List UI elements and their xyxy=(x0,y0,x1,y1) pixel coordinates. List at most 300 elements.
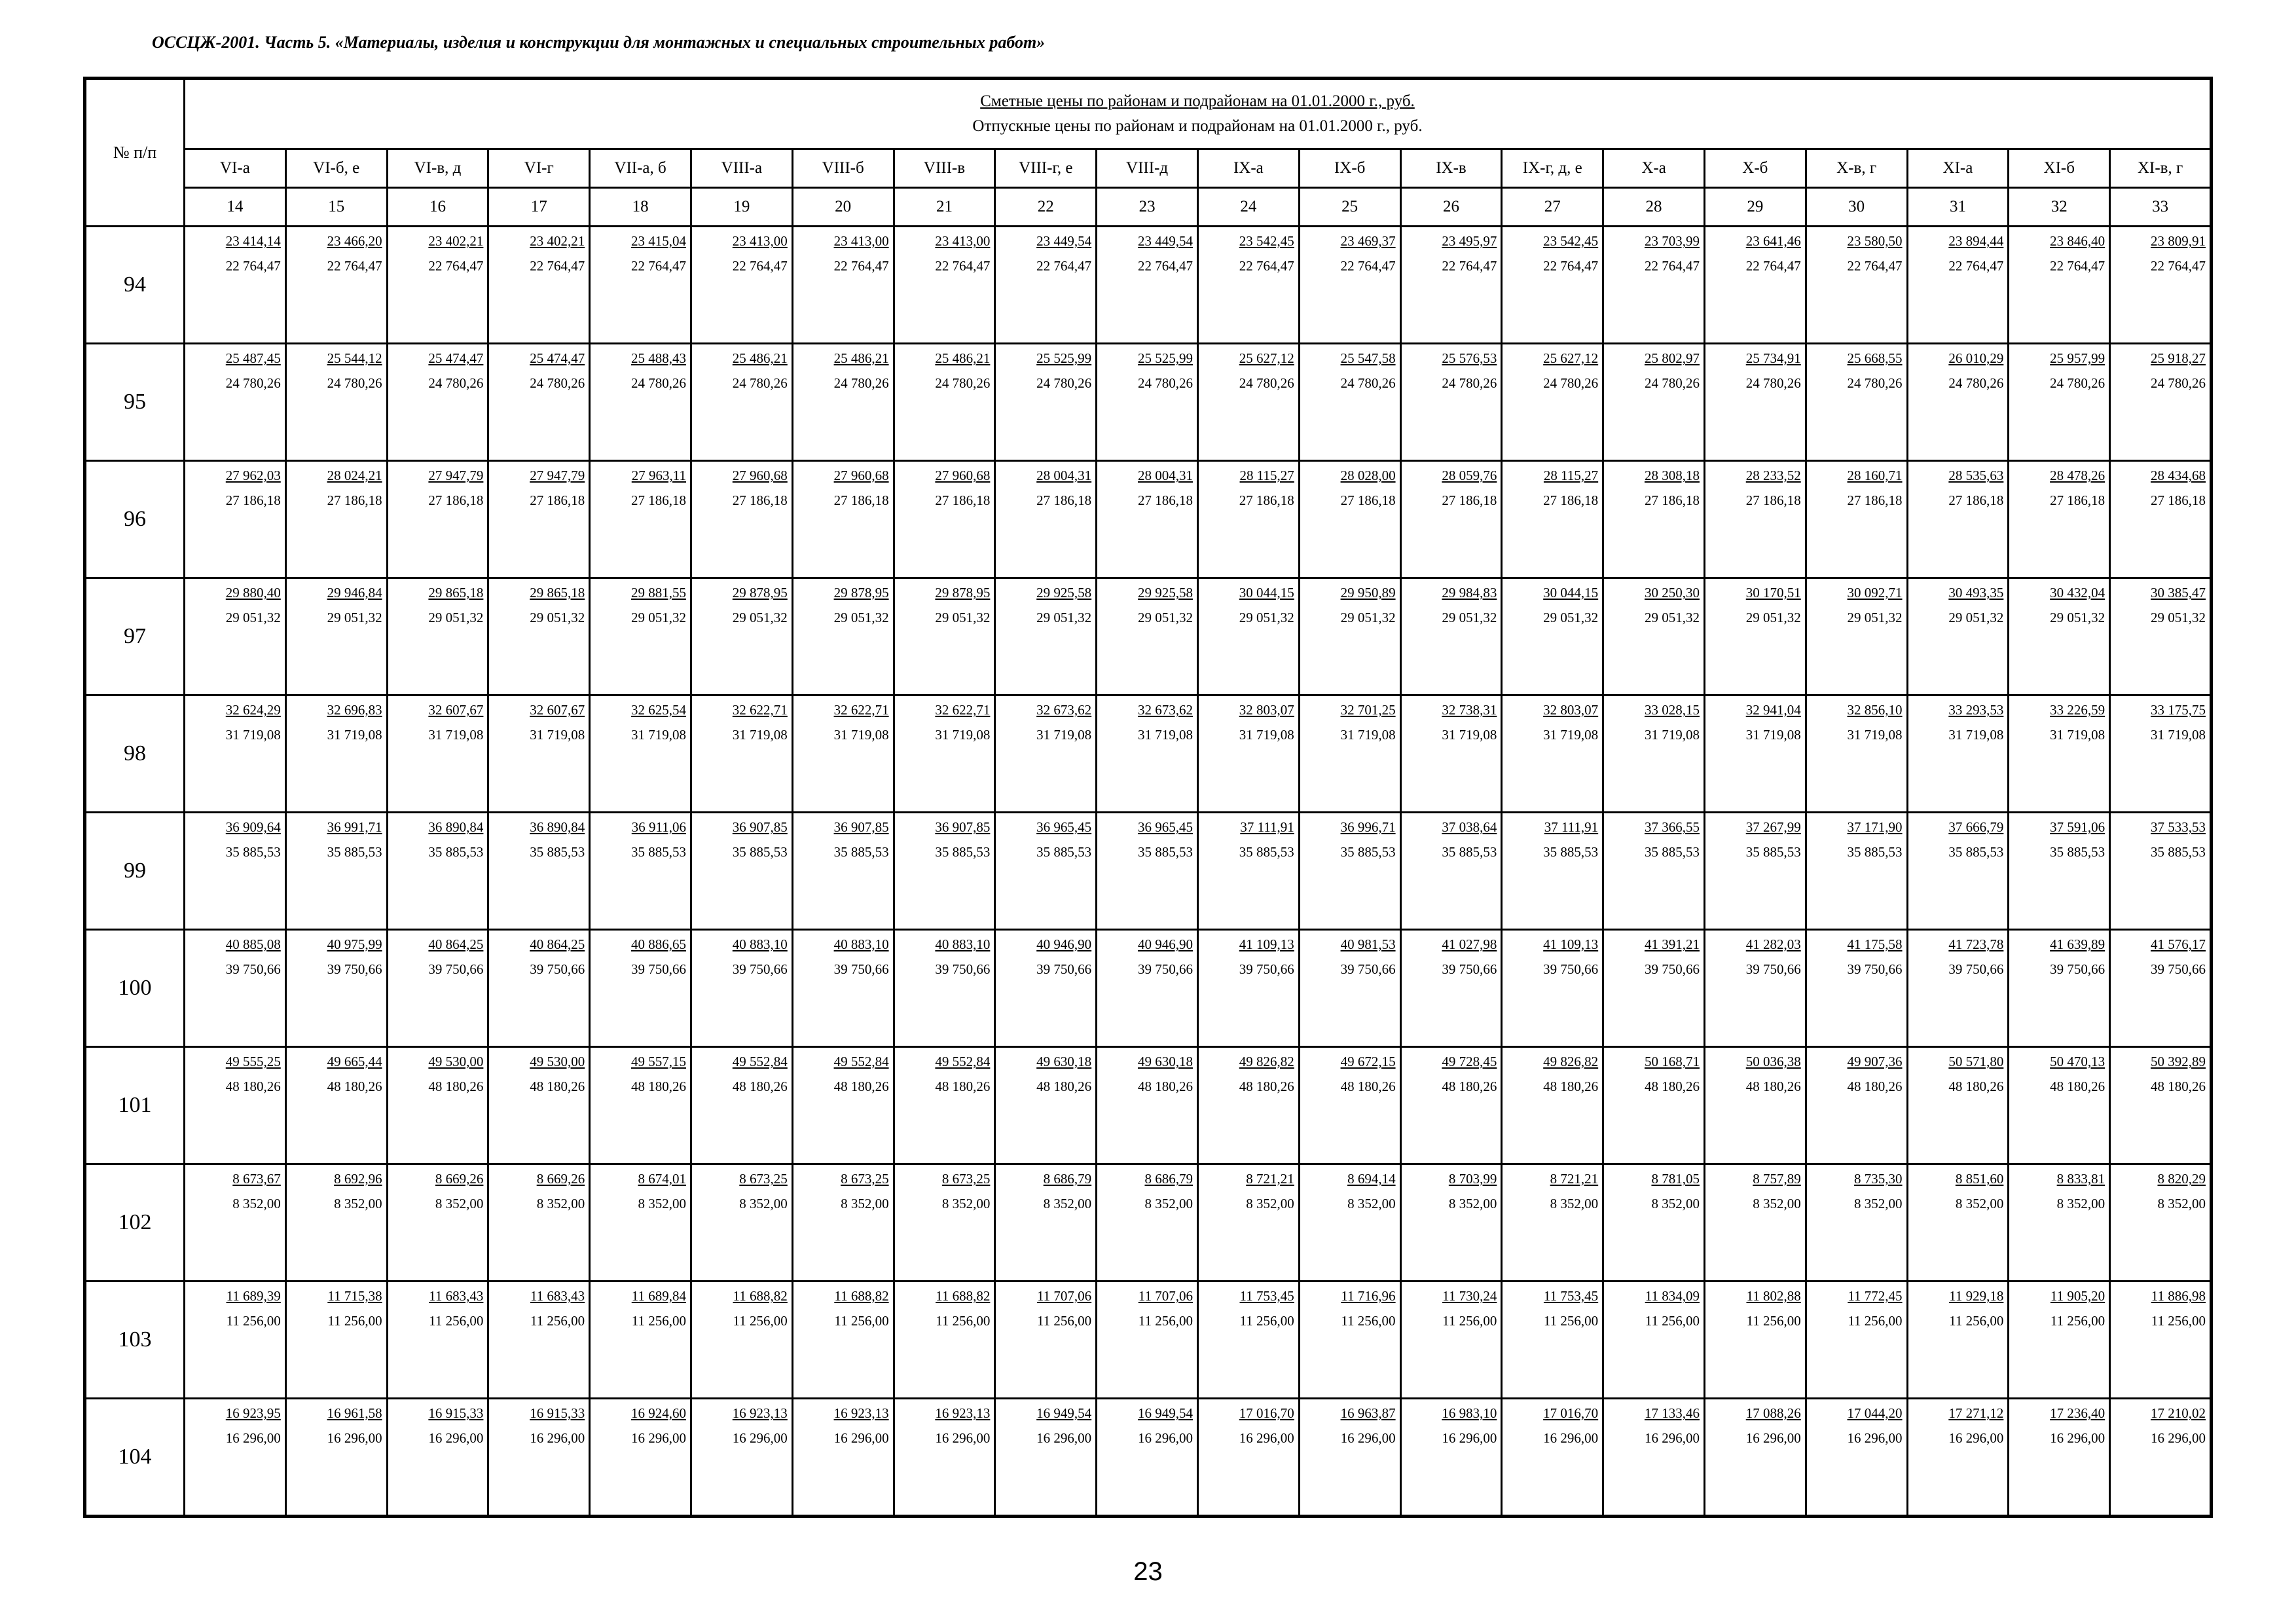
estimate-price: 23 414,14 xyxy=(225,233,281,249)
estimate-price: 50 036,38 xyxy=(1745,1054,1801,1069)
price-cell xyxy=(1704,344,1806,461)
release-price: 8 352,00 xyxy=(2056,1196,2105,1211)
estimate-price: 11 929,18 xyxy=(1949,1288,2004,1304)
release-price: 24 780,26 xyxy=(327,375,382,391)
release-price: 29 051,32 xyxy=(1442,610,1497,625)
release-price: 27 186,18 xyxy=(833,492,889,508)
release-price: 29 051,32 xyxy=(935,610,991,625)
price-cell xyxy=(285,813,387,930)
release-price: 24 780,26 xyxy=(833,375,889,391)
estimate-price: 29 878,95 xyxy=(935,585,991,600)
price-cell xyxy=(185,578,286,695)
price-cell xyxy=(1197,227,1299,344)
price-cell xyxy=(488,1282,590,1399)
estimate-price: 17 088,26 xyxy=(1745,1405,1801,1421)
estimate-price: 49 826,82 xyxy=(1543,1054,1599,1069)
estimate-price: 32 607,67 xyxy=(428,702,484,718)
estimate-price: 32 624,29 xyxy=(225,702,281,718)
price-cell xyxy=(691,578,792,695)
price-cell xyxy=(1806,1164,1907,1282)
estimate-price: 28 028,00 xyxy=(1340,468,1396,483)
price-cell xyxy=(1704,930,1806,1047)
price-cell xyxy=(1704,1399,1806,1517)
estimate-price: 40 864,25 xyxy=(428,936,484,952)
column-number: 29 xyxy=(1704,188,1806,227)
estimate-price: 37 533,53 xyxy=(2151,819,2206,835)
estimate-price: 29 878,95 xyxy=(833,585,889,600)
estimate-price: 41 576,17 xyxy=(2151,936,2206,952)
estimate-price: 37 038,64 xyxy=(1442,819,1497,835)
region-header: XI-а xyxy=(1907,149,2009,188)
price-cell xyxy=(792,1282,894,1399)
column-number: 15 xyxy=(285,188,387,227)
release-price: 11 256,00 xyxy=(2151,1313,2206,1329)
release-price: 24 780,26 xyxy=(1745,375,1801,391)
estimate-price: 32 625,54 xyxy=(630,702,686,718)
release-price: 29 051,32 xyxy=(1137,610,1193,625)
estimate-price: 17 016,70 xyxy=(1543,1405,1599,1421)
price-cell xyxy=(2009,1047,2110,1164)
price-cell xyxy=(995,1164,1097,1282)
estimate-price: 32 856,10 xyxy=(1847,702,1903,718)
estimate-price: 16 949,54 xyxy=(1137,1405,1193,1421)
estimate-price: 50 168,71 xyxy=(1644,1054,1700,1069)
price-cell xyxy=(590,1282,691,1399)
price-cell xyxy=(1299,578,1400,695)
release-price: 35 885,53 xyxy=(1036,844,1092,860)
estimate-price: 36 991,71 xyxy=(327,819,382,835)
row-number: 101 xyxy=(85,1047,185,1164)
estimate-price: 41 391,21 xyxy=(1644,936,1700,952)
estimate-price: 49 552,84 xyxy=(732,1054,788,1069)
price-cell xyxy=(792,695,894,813)
estimate-price: 23 641,46 xyxy=(1745,233,1801,249)
table-row xyxy=(85,1399,2212,1517)
price-cell xyxy=(1603,227,1705,344)
release-price: 22 764,47 xyxy=(1847,258,1903,274)
price-cell xyxy=(1502,1399,1603,1517)
price-cell xyxy=(1400,227,1502,344)
price-cell xyxy=(1400,1282,1502,1399)
release-price: 11 256,00 xyxy=(733,1313,788,1329)
estimate-price: 23 580,50 xyxy=(1847,233,1903,249)
region-header: VIII-а xyxy=(691,149,792,188)
release-price: 48 180,26 xyxy=(1239,1079,1294,1094)
price-cell xyxy=(1197,1282,1299,1399)
release-price: 48 180,26 xyxy=(630,1079,686,1094)
release-price: 48 180,26 xyxy=(1442,1079,1497,1094)
price-cell xyxy=(792,461,894,578)
estimate-price: 32 803,07 xyxy=(1239,702,1294,718)
price-cell xyxy=(1603,695,1705,813)
estimate-price: 30 044,15 xyxy=(1239,585,1294,600)
estimate-price: 30 250,30 xyxy=(1644,585,1700,600)
estimate-price: 23 402,21 xyxy=(530,233,585,249)
price-cell xyxy=(792,813,894,930)
price-cell xyxy=(691,930,792,1047)
row-number: 95 xyxy=(85,344,185,461)
price-cell xyxy=(1907,578,2009,695)
release-price: 11 256,00 xyxy=(429,1313,484,1329)
estimate-price: 28 308,18 xyxy=(1644,468,1700,483)
price-cell xyxy=(2009,1399,2110,1517)
release-price: 24 780,26 xyxy=(1644,375,1700,391)
estimate-price: 23 846,40 xyxy=(2050,233,2105,249)
estimate-price: 23 703,99 xyxy=(1644,233,1700,249)
estimate-price: 40 975,99 xyxy=(327,936,382,952)
price-cell xyxy=(1806,1282,1907,1399)
price-cell xyxy=(792,578,894,695)
release-price: 16 296,00 xyxy=(1340,1430,1396,1446)
estimate-price: 28 115,27 xyxy=(1543,468,1599,483)
release-price: 8 352,00 xyxy=(1651,1196,1700,1211)
release-price: 24 780,26 xyxy=(1036,375,1092,391)
price-cell xyxy=(691,344,792,461)
estimate-price: 29 881,55 xyxy=(630,585,686,600)
price-cell xyxy=(691,1399,792,1517)
estimate-price: 36 909,64 xyxy=(225,819,281,835)
price-cell xyxy=(185,695,286,813)
price-cell xyxy=(691,1282,792,1399)
price-cell xyxy=(387,1282,488,1399)
release-price: 29 051,32 xyxy=(1847,610,1903,625)
column-number: 26 xyxy=(1400,188,1502,227)
release-price: 8 352,00 xyxy=(1854,1196,1903,1211)
price-cell xyxy=(1299,1282,1400,1399)
release-price: 39 750,66 xyxy=(1644,961,1700,977)
estimate-price: 37 267,99 xyxy=(1745,819,1801,835)
price-cell xyxy=(1907,1282,2009,1399)
price-cell xyxy=(387,578,488,695)
release-price: 11 256,00 xyxy=(1746,1313,1801,1329)
estimate-price: 30 493,35 xyxy=(1948,585,2004,600)
price-cell xyxy=(1299,344,1400,461)
estimate-price: 8 721,21 xyxy=(1550,1171,1599,1187)
release-price: 48 180,26 xyxy=(2151,1079,2206,1094)
region-header: VI-б, е xyxy=(285,149,387,188)
estimate-price: 40 885,08 xyxy=(225,936,281,952)
estimate-price: 36 907,85 xyxy=(935,819,991,835)
estimate-price: 16 924,60 xyxy=(630,1405,686,1421)
release-price: 24 780,26 xyxy=(630,375,686,391)
price-cell xyxy=(1097,1047,1198,1164)
release-price: 31 719,08 xyxy=(2151,727,2206,743)
price-cell xyxy=(185,1282,286,1399)
price-cell xyxy=(2009,227,2110,344)
release-price: 29 051,32 xyxy=(327,610,382,625)
estimate-price: 11 683,43 xyxy=(530,1288,585,1304)
estimate-price: 32 622,71 xyxy=(935,702,991,718)
estimate-price: 27 962,03 xyxy=(225,468,281,483)
estimate-price: 23 402,21 xyxy=(428,233,484,249)
release-price: 16 296,00 xyxy=(2050,1430,2105,1446)
region-header: XI-в, г xyxy=(2110,149,2212,188)
price-cell xyxy=(285,930,387,1047)
estimate-price: 29 950,89 xyxy=(1340,585,1396,600)
release-price: 48 180,26 xyxy=(1644,1079,1700,1094)
release-price: 39 750,66 xyxy=(1340,961,1396,977)
price-cell xyxy=(1097,344,1198,461)
release-price: 35 885,53 xyxy=(1137,844,1193,860)
price-cell xyxy=(590,578,691,695)
row-number: 100 xyxy=(85,930,185,1047)
price-cell xyxy=(1097,813,1198,930)
column-number: 33 xyxy=(2110,188,2212,227)
estimate-price: 37 666,79 xyxy=(1948,819,2004,835)
price-cell xyxy=(1704,461,1806,578)
price-cell xyxy=(894,813,995,930)
estimate-price: 36 911,06 xyxy=(631,819,686,835)
estimate-price: 27 947,79 xyxy=(530,468,585,483)
estimate-price: 41 109,13 xyxy=(1543,936,1599,952)
price-cell xyxy=(1197,344,1299,461)
release-price: 48 180,26 xyxy=(225,1079,281,1094)
release-price: 29 051,32 xyxy=(1340,610,1396,625)
release-price: 39 750,66 xyxy=(1442,961,1497,977)
release-price: 22 764,47 xyxy=(1036,258,1092,274)
release-price: 35 885,53 xyxy=(935,844,991,860)
estimate-price: 40 981,53 xyxy=(1340,936,1396,952)
column-number: 31 xyxy=(1907,188,2009,227)
release-price: 35 885,53 xyxy=(1847,844,1903,860)
estimate-price: 8 673,25 xyxy=(841,1171,889,1187)
release-price: 16 296,00 xyxy=(1847,1430,1903,1446)
price-cell xyxy=(995,578,1097,695)
price-cell xyxy=(995,1047,1097,1164)
price-cell xyxy=(894,1399,995,1517)
estimate-price: 49 630,18 xyxy=(1036,1054,1092,1069)
price-cell xyxy=(590,930,691,1047)
release-price: 11 256,00 xyxy=(1341,1313,1396,1329)
release-price: 22 764,47 xyxy=(935,258,991,274)
price-cell xyxy=(2110,1164,2212,1282)
release-price: 29 051,32 xyxy=(630,610,686,625)
estimate-price: 40 886,65 xyxy=(630,936,686,952)
estimate-price: 11 707,06 xyxy=(1036,1288,1092,1304)
release-price: 8 352,00 xyxy=(1043,1196,1092,1211)
price-cell xyxy=(185,1164,286,1282)
estimate-price: 17 236,40 xyxy=(2050,1405,2105,1421)
price-cell xyxy=(1907,1047,2009,1164)
release-price: 35 885,53 xyxy=(1340,844,1396,860)
price-cell xyxy=(1502,695,1603,813)
estimate-price: 25 547,58 xyxy=(1340,350,1396,366)
estimate-price: 36 890,84 xyxy=(530,819,585,835)
release-price: 24 780,26 xyxy=(1847,375,1903,391)
row-number: 94 xyxy=(85,227,185,344)
release-price: 16 296,00 xyxy=(1137,1430,1193,1446)
estimate-price: 32 803,07 xyxy=(1543,702,1599,718)
estimate-price: 37 111,91 xyxy=(1544,819,1599,835)
release-price: 8 352,00 xyxy=(435,1196,484,1211)
estimate-price: 23 466,20 xyxy=(327,233,382,249)
release-price: 22 764,47 xyxy=(2151,258,2206,274)
price-cell xyxy=(1097,1282,1198,1399)
price-cell xyxy=(285,1047,387,1164)
estimate-price: 36 965,45 xyxy=(1137,819,1193,835)
release-price: 39 750,66 xyxy=(2050,961,2105,977)
release-price: 16 296,00 xyxy=(1036,1430,1092,1446)
price-cell xyxy=(1197,1047,1299,1164)
release-price: 11 256,00 xyxy=(1949,1313,2004,1329)
release-price: 39 750,66 xyxy=(2151,961,2206,977)
estimate-price: 11 802,88 xyxy=(1746,1288,1801,1304)
release-price: 8 352,00 xyxy=(1144,1196,1193,1211)
release-price: 27 186,18 xyxy=(1543,492,1599,508)
price-cell xyxy=(590,695,691,813)
region-header: VIII-в xyxy=(894,149,995,188)
price-cell xyxy=(387,930,488,1047)
column-number: 30 xyxy=(1806,188,1907,227)
price-cell xyxy=(1907,344,2009,461)
release-price: 8 352,00 xyxy=(232,1196,281,1211)
release-price: 22 764,47 xyxy=(1137,258,1193,274)
release-price: 35 885,53 xyxy=(1745,844,1801,860)
price-cell xyxy=(1603,930,1705,1047)
estimate-price: 36 965,45 xyxy=(1036,819,1092,835)
estimate-price: 11 886,98 xyxy=(2151,1288,2206,1304)
price-cell xyxy=(1907,930,2009,1047)
table-row xyxy=(85,461,2212,578)
estimate-price: 8 851,60 xyxy=(1955,1171,2004,1187)
estimate-price: 32 607,67 xyxy=(530,702,585,718)
release-price: 29 051,32 xyxy=(428,610,484,625)
release-price: 39 750,66 xyxy=(225,961,281,977)
region-header: VIII-д xyxy=(1097,149,1198,188)
release-price: 11 256,00 xyxy=(1442,1313,1497,1329)
table-row xyxy=(85,1282,2212,1399)
estimate-price: 11 683,43 xyxy=(429,1288,484,1304)
estimate-price: 8 673,67 xyxy=(232,1171,281,1187)
estimate-price: 40 946,90 xyxy=(1137,936,1193,952)
price-cell xyxy=(1603,1399,1705,1517)
release-price: 31 719,08 xyxy=(1745,727,1801,743)
release-price: 29 051,32 xyxy=(732,610,788,625)
price-cell xyxy=(590,227,691,344)
price-cell xyxy=(2110,1399,2212,1517)
release-price: 27 186,18 xyxy=(1745,492,1801,508)
price-cell xyxy=(1907,227,2009,344)
row-number: 98 xyxy=(85,695,185,813)
release-price: 24 780,26 xyxy=(935,375,991,391)
release-price: 29 051,32 xyxy=(1239,610,1294,625)
estimate-price: 8 673,25 xyxy=(739,1171,788,1187)
price-cell xyxy=(1502,1164,1603,1282)
column-number: 19 xyxy=(691,188,792,227)
column-number: 27 xyxy=(1502,188,1603,227)
table-row xyxy=(85,344,2212,461)
estimate-price-caption: Сметные цены по районам и подрайонам на 01.01.2000 г., руб. xyxy=(980,92,1415,110)
price-cell xyxy=(387,1164,488,1282)
release-price: 31 719,08 xyxy=(833,727,889,743)
estimate-price: 23 449,54 xyxy=(1137,233,1193,249)
price-cell xyxy=(488,695,590,813)
estimate-price: 49 665,44 xyxy=(327,1054,382,1069)
release-price: 11 256,00 xyxy=(226,1313,281,1329)
release-price: 31 719,08 xyxy=(1137,727,1193,743)
estimate-price: 36 996,71 xyxy=(1340,819,1396,835)
release-price: 11 256,00 xyxy=(631,1313,686,1329)
release-price: 31 719,08 xyxy=(327,727,382,743)
price-cell xyxy=(1704,813,1806,930)
estimate-price: 8 694,14 xyxy=(1347,1171,1396,1187)
release-price: 39 750,66 xyxy=(630,961,686,977)
release-price-caption: Отпускные цены по районам и подрайонам на 01.01.2000 г., руб. xyxy=(972,117,1423,135)
price-caption xyxy=(185,79,2212,149)
release-price: 39 750,66 xyxy=(1745,961,1801,977)
release-price: 16 296,00 xyxy=(1644,1430,1700,1446)
price-cell xyxy=(1299,461,1400,578)
release-price: 48 180,26 xyxy=(1137,1079,1193,1094)
estimate-price: 29 925,58 xyxy=(1036,585,1092,600)
estimate-price: 8 735,30 xyxy=(1854,1171,1903,1187)
release-price: 8 352,00 xyxy=(334,1196,382,1211)
region-header: IX-б xyxy=(1299,149,1400,188)
price-cell xyxy=(1502,1047,1603,1164)
price-cell xyxy=(1806,578,1907,695)
estimate-price: 23 469,37 xyxy=(1340,233,1396,249)
price-cell xyxy=(2110,578,2212,695)
release-price: 27 186,18 xyxy=(935,492,991,508)
release-price: 39 750,66 xyxy=(732,961,788,977)
release-price: 31 719,08 xyxy=(1340,727,1396,743)
release-price: 8 352,00 xyxy=(1246,1196,1294,1211)
release-price: 8 352,00 xyxy=(941,1196,991,1211)
price-cell xyxy=(1197,1399,1299,1517)
release-price: 8 352,00 xyxy=(2157,1196,2206,1211)
price-cell xyxy=(1704,578,1806,695)
region-header: IX-г, д, е xyxy=(1502,149,1603,188)
release-price: 16 296,00 xyxy=(1745,1430,1801,1446)
estimate-price: 25 668,55 xyxy=(1847,350,1903,366)
price-cell xyxy=(1400,578,1502,695)
release-price: 35 885,53 xyxy=(225,844,281,860)
release-price: 35 885,53 xyxy=(732,844,788,860)
price-cell xyxy=(387,695,488,813)
price-cell xyxy=(894,1164,995,1282)
estimate-price: 25 576,53 xyxy=(1442,350,1497,366)
estimate-price: 50 470,13 xyxy=(2050,1054,2105,1069)
estimate-price: 16 963,87 xyxy=(1340,1405,1396,1421)
release-price: 16 296,00 xyxy=(327,1430,382,1446)
estimate-price: 11 905,20 xyxy=(2050,1288,2105,1304)
price-cell xyxy=(285,578,387,695)
estimate-price: 16 923,13 xyxy=(935,1405,991,1421)
estimate-price: 8 703,99 xyxy=(1448,1171,1497,1187)
price-cell xyxy=(1806,695,1907,813)
release-price: 27 186,18 xyxy=(1340,492,1396,508)
release-price: 27 186,18 xyxy=(2151,492,2206,508)
release-price: 35 885,53 xyxy=(2050,844,2105,860)
estimate-price: 25 486,21 xyxy=(833,350,889,366)
price-cell xyxy=(691,227,792,344)
estimate-price: 23 413,00 xyxy=(935,233,991,249)
estimate-price: 11 688,82 xyxy=(733,1288,788,1304)
release-price: 48 180,26 xyxy=(833,1079,889,1094)
price-cell xyxy=(1502,813,1603,930)
price-cell xyxy=(1097,227,1198,344)
release-price: 24 780,26 xyxy=(530,375,585,391)
price-cell xyxy=(691,1047,792,1164)
price-cell xyxy=(590,1164,691,1282)
price-cell xyxy=(894,695,995,813)
price-cell xyxy=(894,1282,995,1399)
release-price: 27 186,18 xyxy=(1137,492,1193,508)
estimate-price: 28 233,52 xyxy=(1745,468,1801,483)
price-cell xyxy=(1502,344,1603,461)
price-cell xyxy=(1299,695,1400,813)
estimate-price: 40 883,10 xyxy=(833,936,889,952)
